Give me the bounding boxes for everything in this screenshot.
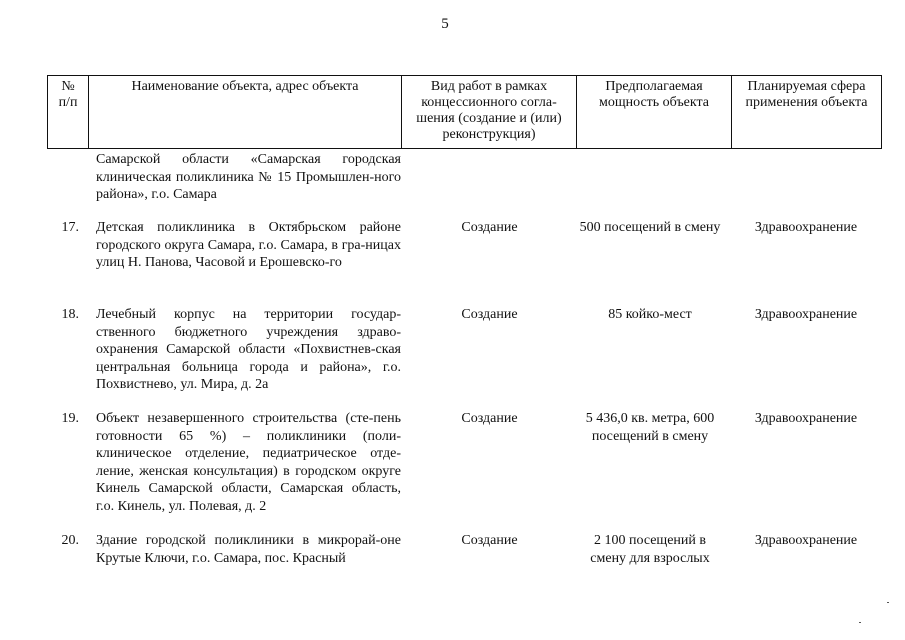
page-number: 5 — [441, 16, 449, 32]
row-number: 17. — [61, 220, 79, 235]
scan-speck — [859, 622, 861, 623]
continuation-text: Самарской области «Самарская городская клиническая поликлиника № 15 Промышлен-ного района», г.о. Самара — [96, 152, 401, 202]
row-work: Создание — [461, 411, 518, 426]
header-work: Вид работ в рамках концессионного согла-шения (создание и (или) реконструкция) — [402, 76, 577, 149]
row-name: Детская поликлиника в Октябрьском районе городского округа Самара, г.о. Самара, в гра-ницах улиц Н. Панова, Часовой и Ерошевско-го — [96, 220, 401, 270]
header-num: № п/п — [48, 76, 89, 149]
header-sphere: Планируемая сфера применения объекта — [732, 76, 882, 149]
row-name: Лечебный корпус на территории государ-ственного бюджетного учреждения здраво-охранения Самарской области «Похвистнев-ская центральная больница города и района», г.о. Похвистнево, ул. Мира, д. 2а — [96, 307, 401, 392]
row-capacity: 85 койко-мест — [608, 307, 692, 322]
row-work: Создание — [461, 220, 518, 235]
header-name: Наименование объекта, адрес объекта — [89, 76, 402, 149]
row-sphere: Здравоохранение — [754, 533, 858, 548]
row-number: 18. — [61, 307, 79, 322]
row-sphere: Здравоохранение — [754, 307, 858, 322]
row-capacity: 500 посещений в смену — [579, 220, 721, 235]
row-sphere: Здравоохранение — [754, 411, 858, 426]
scan-speck — [887, 602, 889, 603]
header-capacity: Предполагаемая мощность объекта — [577, 76, 732, 149]
row-number: 19. — [61, 411, 79, 426]
row-work: Создание — [461, 533, 518, 548]
row-name: Здание городской поликлиники в микрорай-оне Крутые Ключи, г.о. Самара, пос. Красный — [96, 533, 401, 566]
row-number: 20. — [61, 533, 79, 548]
row-work: Создание — [461, 307, 518, 322]
row-sphere: Здравоохранение — [754, 220, 858, 235]
row-capacity: 5 436,0 кв. метра, 600 посещений в смену — [585, 411, 715, 444]
row-capacity: 2 100 посещений в смену для взрослых — [590, 533, 710, 566]
table-header — [47, 75, 882, 149]
row-name: Объект незавершенного строительства (сте-пень готовности 65 %) – поликлиники (поли-клиническое отделение, педиатрическое отде-ление, женская консультация) в городском округе Кинель Самарской области, Самарская область, г.о. Кинель, ул. Полевая, д. 2 — [96, 411, 401, 514]
